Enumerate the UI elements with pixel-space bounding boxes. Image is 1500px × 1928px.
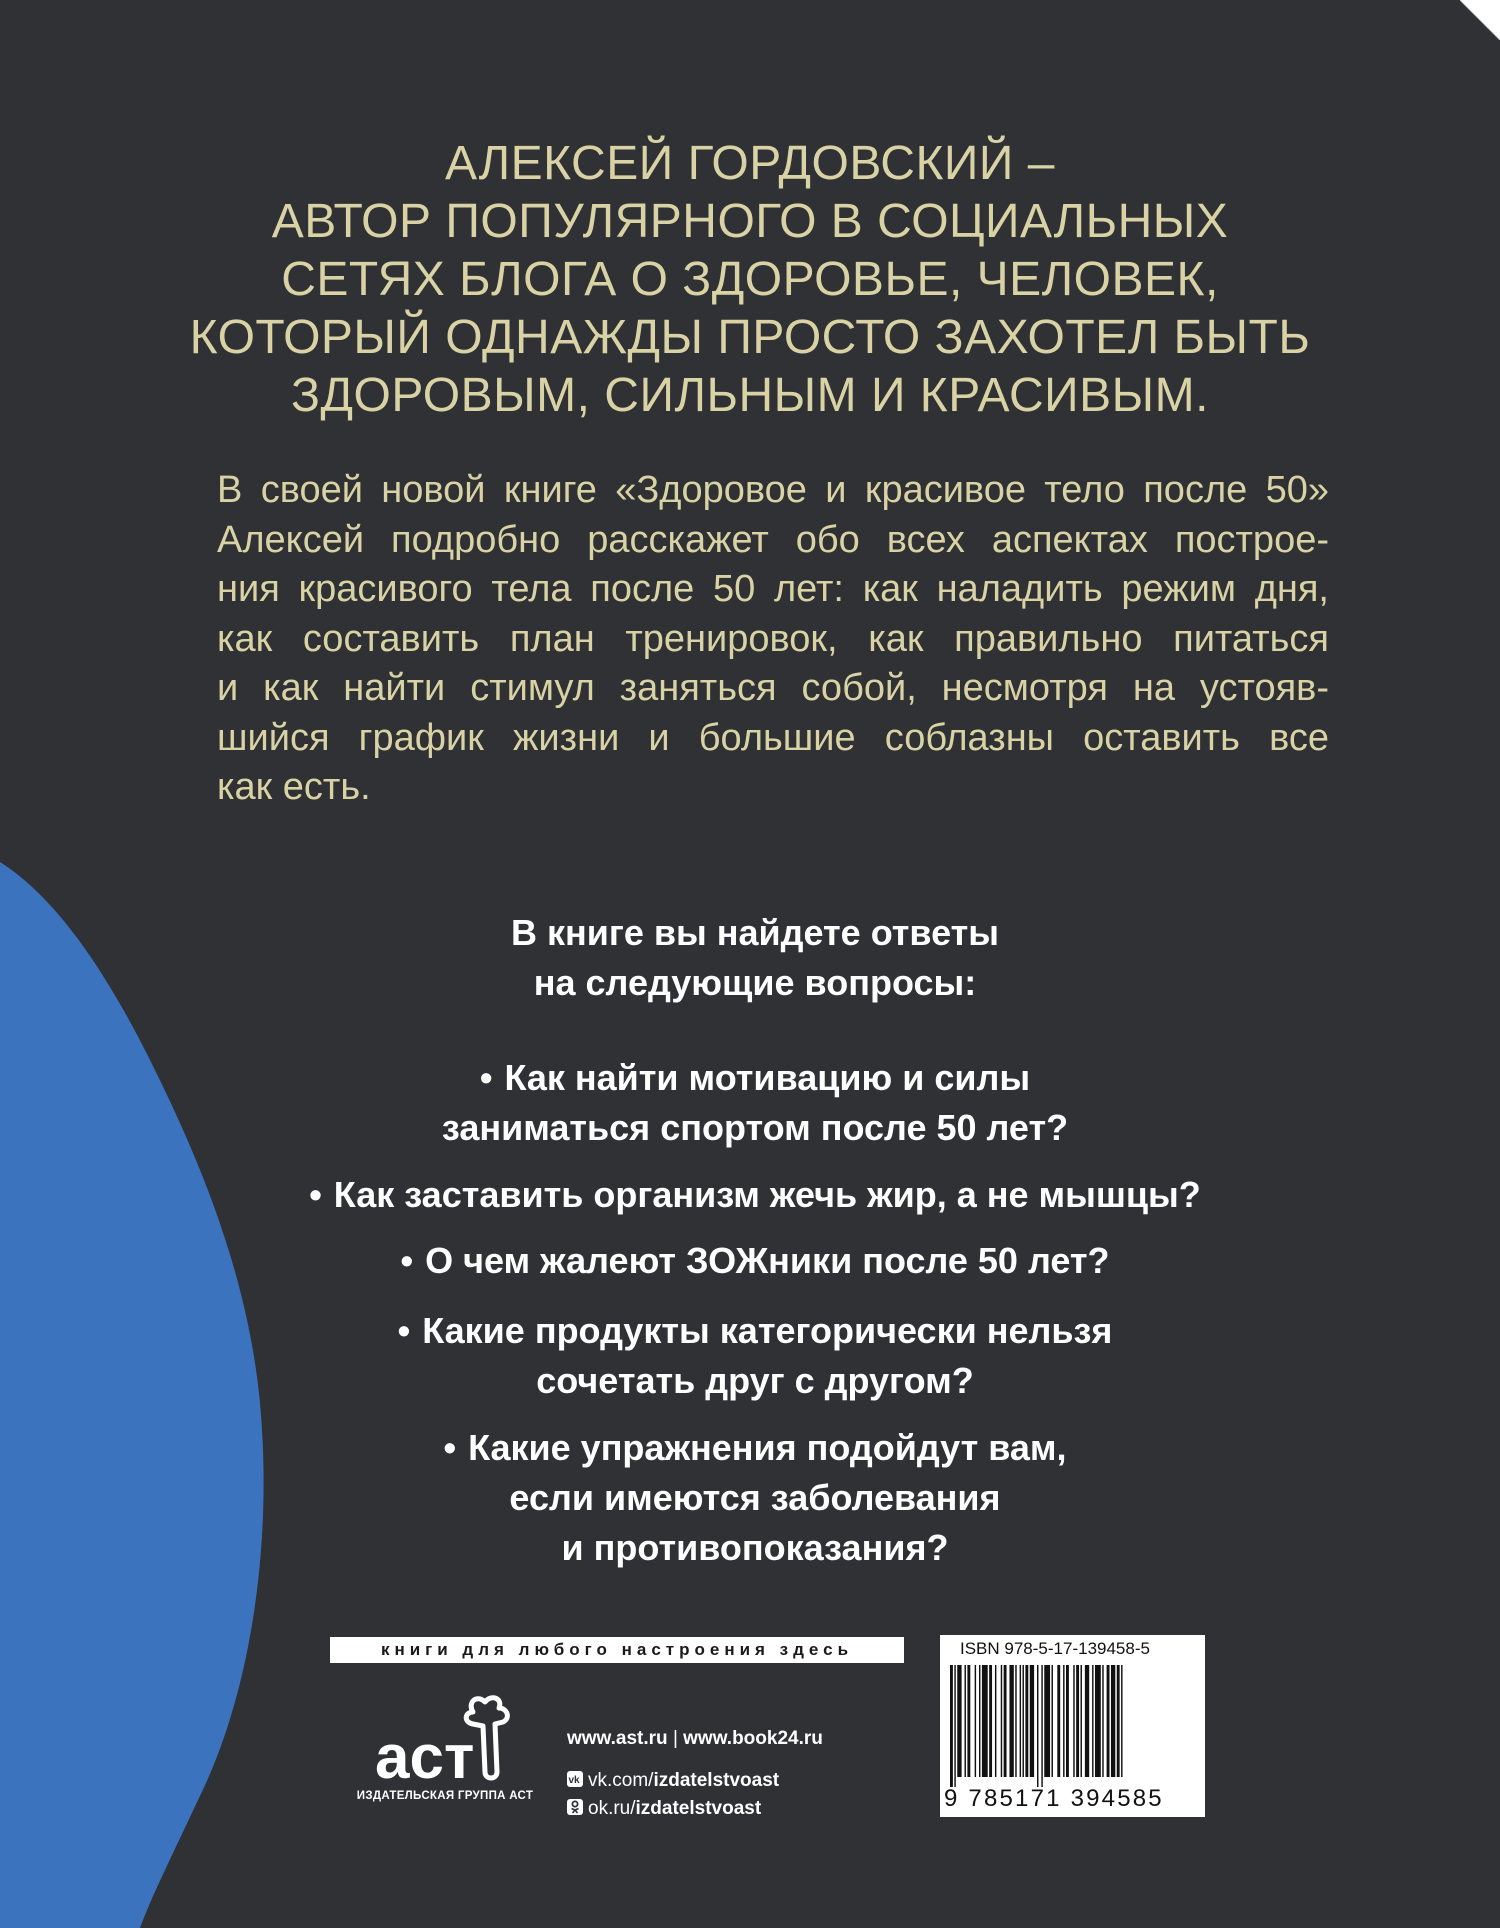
question-item — [250, 1306, 1260, 1406]
vk-prefix: vk.com/ — [588, 1770, 654, 1791]
logo-text: аст — [375, 1723, 475, 1792]
barcode-bar — [995, 1665, 996, 1777]
barcode-bar — [954, 1665, 955, 1787]
svg-text:vk: vk — [568, 1774, 580, 1786]
barcode-bar — [1030, 1665, 1034, 1777]
question-line: заниматься спортом после 50 лет? — [441, 1107, 1069, 1148]
barcode-bar — [1121, 1665, 1122, 1777]
barcode-bar — [1025, 1665, 1028, 1777]
vk-link[interactable] — [567, 1767, 823, 1795]
bullet-icon: • — [443, 1427, 457, 1468]
barcode-bar — [975, 1665, 976, 1777]
barcode-bar — [979, 1665, 980, 1777]
ok-icon — [567, 1799, 583, 1815]
vk-handle: izdatelstvoast — [653, 1770, 780, 1791]
description-line: как есть. — [217, 766, 371, 808]
vk-icon — [567, 1771, 583, 1787]
barcode-box — [940, 1635, 1205, 1817]
barcode-bar — [1037, 1665, 1038, 1787]
question-line: сочетать друг с другом? — [536, 1360, 974, 1401]
publisher-name: ИЗДАТЕЛЬСКАЯ ГРУППА АСТ — [356, 1790, 534, 1802]
barcode-bar — [957, 1665, 961, 1777]
description-line: шийся график жизни и большие соблазны оставить все — [217, 716, 1329, 759]
barcode-bar — [1020, 1665, 1021, 1777]
corner-fold — [1460, 0, 1500, 40]
barcode-bar — [1052, 1665, 1053, 1777]
barcode-bar — [1117, 1665, 1120, 1777]
barcode-bar — [1015, 1665, 1016, 1777]
site-link[interactable]: www.ast.ru — [567, 1728, 668, 1749]
link-separator: | — [672, 1728, 678, 1749]
description-line: и как найти стимул заняться собой, несмотря на устояв- — [217, 667, 1329, 709]
question-item — [250, 1053, 1260, 1153]
barcode-bar — [1081, 1665, 1082, 1777]
barcode-bar — [1107, 1665, 1110, 1777]
question-line: и противопоказания? — [561, 1527, 949, 1568]
publisher-links — [567, 1725, 823, 1823]
barcode-bar — [1063, 1665, 1064, 1777]
site-link[interactable]: www.book24.ru — [683, 1728, 823, 1749]
questions-heading — [250, 908, 1260, 1008]
description-line: как составить план тренировок, как правильно питаться — [217, 617, 1329, 660]
barcode-bar — [1004, 1665, 1007, 1777]
barcode-bar — [1073, 1665, 1074, 1777]
question-line: Какие продукты категорически нельзя — [422, 1310, 1113, 1351]
barcode-bar — [1095, 1665, 1101, 1777]
barcode-bar — [1009, 1665, 1013, 1777]
barcode-bar — [989, 1665, 992, 1777]
ast-logo — [355, 1690, 535, 1800]
question-line: Как найти мотивацию и силы — [504, 1057, 1031, 1098]
barcode-bar — [1092, 1665, 1093, 1777]
question-line: если имеются заболевания — [509, 1477, 1001, 1518]
tagline-banner: книги для любого настроения здесь — [330, 1637, 904, 1663]
barcode-bar — [967, 1665, 970, 1777]
website-links — [567, 1725, 823, 1753]
barcode-bar — [1057, 1665, 1060, 1777]
author-intro-line: КОТОРЫЙ ОДНАЖДЫ ПРОСТО ЗАХОТЕЛ БЫТЬ — [189, 311, 1311, 364]
question-line: О чем жалеют ЗОЖники после 50 лет? — [425, 1240, 1110, 1281]
author-intro — [150, 135, 1350, 425]
barcode-bar — [950, 1665, 953, 1787]
barcode-bar — [1044, 1665, 1050, 1777]
isbn-label: ISBN 978-5-17-139458-5 — [960, 1639, 1150, 1658]
ok-prefix: ok.ru/ — [588, 1798, 636, 1819]
bullet-icon: • — [397, 1310, 411, 1351]
barcode-bar — [1001, 1665, 1002, 1777]
questions-heading-line: В книге вы найдете ответы — [510, 912, 1000, 953]
bullet-icon: • — [309, 1174, 322, 1215]
description-line: ния красивого тела после 50 лет: как наладить режим дня, — [217, 568, 1329, 610]
question-line: Какие упражнения подойдут вам, — [468, 1427, 1067, 1468]
author-intro-line: АВТОР ПОПУЛЯРНОГО В СОЦИАЛЬНЫХ — [271, 195, 1229, 248]
barcode-icon — [946, 1665, 1199, 1787]
barcode-bar — [1023, 1665, 1024, 1777]
description-line: В своей новой книге «Здоровое и красивое тело после 50» — [217, 469, 1329, 511]
author-intro-line: ЗДОРОВЫМ, СИЛЬНЫМ И КРАСИВЫМ. — [291, 369, 1209, 422]
barcode-digits: 9 785171 394585 — [944, 1785, 1164, 1812]
question-item — [250, 1423, 1260, 1573]
barcode-bar — [1066, 1665, 1069, 1777]
book-description — [217, 466, 1329, 813]
barcode-bar — [1076, 1665, 1079, 1777]
author-intro-line: СЕТЯХ БЛОГА О ЗДОРОВЬЕ, ЧЕЛОВЕК, — [281, 253, 1219, 306]
author-intro-line: АЛЕКСЕЙ ГОРДОВСКИЙ – — [445, 137, 1055, 190]
bullet-icon: • — [400, 1240, 414, 1281]
barcode-bar — [1085, 1665, 1089, 1777]
ok-link[interactable] — [567, 1795, 823, 1823]
barcode-bar — [1041, 1665, 1042, 1787]
barcode-bar — [965, 1665, 966, 1777]
questions-section — [250, 908, 1260, 1568]
question-item — [230, 1170, 1280, 1220]
description-line: Алексей подробно расскажет обо всех аспектах построе- — [217, 518, 1329, 561]
bullet-icon: • — [479, 1057, 493, 1098]
ok-handle: izdatelstvoast — [635, 1798, 762, 1819]
questions-heading-line: на следующие вопросы: — [533, 962, 977, 1003]
question-item — [250, 1236, 1260, 1286]
question-line: Как заставить организм жечь жир, а не мышцы? — [333, 1174, 1201, 1215]
barcode-bar — [982, 1665, 988, 1777]
barcode-bar — [1102, 1665, 1103, 1777]
barcode-bar — [1111, 1665, 1115, 1777]
